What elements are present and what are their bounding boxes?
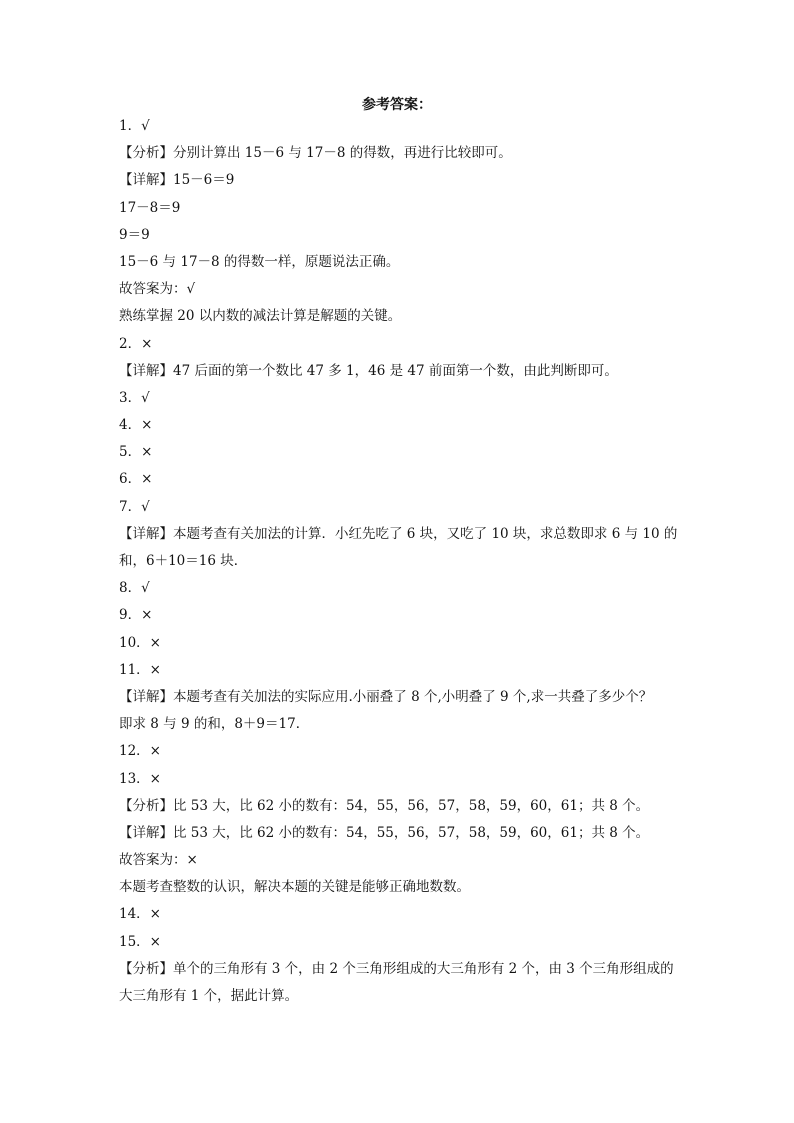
- answer-line: 熟练掌握 20 以内数的减法计算是解题的关键。: [119, 308, 402, 325]
- answer-line: 9＝9: [119, 226, 150, 243]
- answer-line: 2．×: [119, 335, 153, 352]
- answer-line: 15－6 与 17－8 的得数一样，原题说法正确。: [119, 253, 400, 270]
- answer-line: 3．√: [119, 389, 150, 406]
- answer-line: 6．×: [119, 471, 153, 488]
- answer-line: 【分析】比 53 大，比 62 小的数有：54，55，56，57，58，59，60，61；共 8 个。: [119, 797, 650, 814]
- page-title: 参考答案：: [362, 97, 432, 113]
- answer-line: 1．√: [119, 118, 150, 134]
- answer-line: 大三角形有 1 个，据此计算。: [119, 988, 299, 1004]
- answer-line: 11．×: [119, 661, 161, 678]
- answer-line: 【详解】15－6＝9: [119, 172, 235, 189]
- answer-line: 15．×: [119, 933, 161, 950]
- answer-line: 12．×: [119, 743, 161, 760]
- answer-line: 【分析】单个的三角形有 3 个，由 2 个三角形组成的大三角形有 2 个，由 3 个三角形组成的: [119, 960, 674, 977]
- answer-line: 4．×: [119, 417, 153, 434]
- answer-line: 9．×: [119, 607, 153, 624]
- answer-line: 【分析】分别计算出 15－6 与 17－8 的得数，再进行比较即可。: [119, 145, 512, 162]
- answer-line: 即求 8 与 9 的和，8＋9＝17．: [119, 716, 310, 733]
- answer-line: 8．√: [119, 580, 150, 597]
- answer-line: 7．√: [119, 498, 150, 515]
- answer-line: 【详解】47 后面的第一个数比 47 多 1，46 是 47 前面第一个数，由此判断即可。: [119, 362, 618, 379]
- answer-line: 13．×: [119, 770, 161, 787]
- answer-line: 17－8＝9: [119, 199, 181, 216]
- answer-line: 故答案为：×: [119, 852, 198, 869]
- answer-line: 【详解】本题考查有关加法的计算．小红先吃了 6 块，又吃了 10 块，求总数即求 6 与 10 的: [119, 525, 678, 542]
- answer-content: [119, 113, 679, 1010]
- answer-line: 和，6＋10＝16 块．: [119, 553, 248, 569]
- answer-line: 【详解】比 53 大，比 62 小的数有：54，55，56，57，58，59，60，61；共 8 个。: [119, 824, 650, 841]
- answer-line: 10．×: [119, 634, 161, 651]
- answer-line: 本题考查整数的认识，解决本题的关键是能够正确地数数。: [119, 879, 470, 896]
- answer-line: 5．×: [119, 444, 153, 461]
- answer-line: 【详解】本题考查有关加法的实际应用.小丽叠了 8 个,小明叠了 9 个,求一共叠了多少个？: [119, 688, 653, 705]
- answer-line: 故答案为：√: [119, 281, 196, 298]
- answer-line: 14．×: [119, 906, 161, 923]
